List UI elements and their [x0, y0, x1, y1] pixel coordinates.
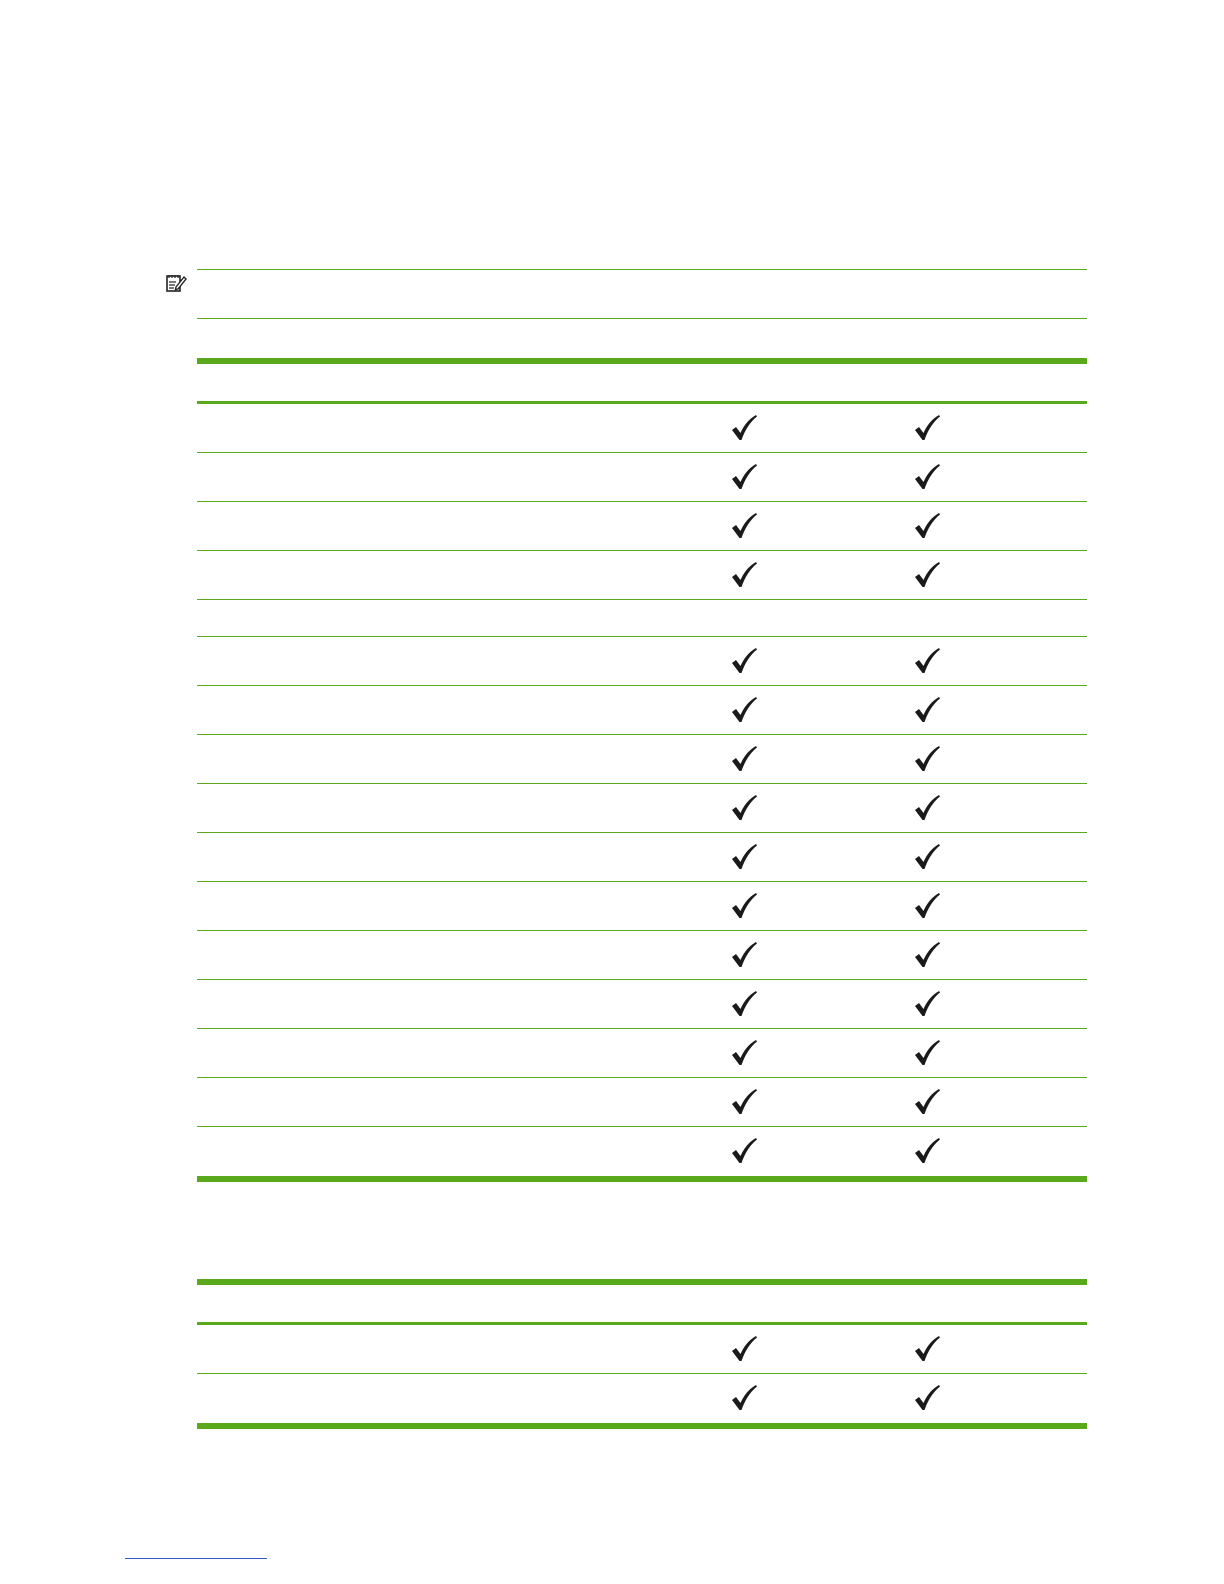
checkmark-icon: [912, 1136, 942, 1166]
note-bottom-rule: [197, 318, 1087, 319]
table-row: [197, 502, 1087, 551]
checkmark-icon: [912, 744, 942, 774]
checkmark-icon: [912, 646, 942, 676]
table-row: [197, 453, 1087, 502]
table-row: [197, 931, 1087, 980]
checkmark-icon: [729, 940, 759, 970]
checkmark-icon: [729, 891, 759, 921]
checkmark-icon: [729, 646, 759, 676]
note-icon: [165, 272, 187, 294]
checkmark-icon: [729, 744, 759, 774]
table-row: [197, 1078, 1087, 1127]
checkmark-icon: [729, 793, 759, 823]
checkmark-icon: [912, 560, 942, 590]
checkmark-icon: [912, 1087, 942, 1117]
checkmark-icon: [912, 891, 942, 921]
checkmark-icon: [912, 940, 942, 970]
checkmark-icon: [729, 560, 759, 590]
checkmark-icon: [729, 989, 759, 1019]
table-body: [197, 1325, 1087, 1423]
feature-table-2: [197, 1279, 1087, 1429]
checkmark-icon: [729, 1038, 759, 1068]
checkmark-icon: [912, 842, 942, 872]
checkmark-icon: [729, 413, 759, 443]
checkmark-icon: [912, 695, 942, 725]
table-row: [197, 1127, 1087, 1176]
feature-table-1: [197, 358, 1087, 1182]
table-row: [197, 735, 1087, 784]
checkmark-icon: [729, 695, 759, 725]
checkmark-icon: [729, 1136, 759, 1166]
checkmark-icon: [729, 1383, 759, 1413]
checkmark-icon: [912, 1334, 942, 1364]
table-row: [197, 882, 1087, 931]
table-row: [197, 1374, 1087, 1423]
table-row: [197, 686, 1087, 735]
checkmark-icon: [912, 989, 942, 1019]
note-top-rule: [197, 269, 1087, 270]
table-header-row: [197, 1285, 1087, 1322]
table-bottom-rule: [197, 1423, 1087, 1429]
table-row: [197, 637, 1087, 686]
table-header-row: [197, 364, 1087, 401]
checkmark-icon: [912, 1383, 942, 1413]
checkmark-icon: [729, 842, 759, 872]
table-row: [197, 1029, 1087, 1078]
checkmark-icon: [912, 793, 942, 823]
footer-link-underline: [125, 1558, 267, 1559]
table-body: [197, 404, 1087, 1176]
checkmark-icon: [912, 413, 942, 443]
checkmark-icon: [912, 1038, 942, 1068]
checkmark-icon: [912, 511, 942, 541]
table-row: [197, 784, 1087, 833]
table-row: [197, 833, 1087, 882]
table-row: [197, 980, 1087, 1029]
checkmark-icon: [912, 462, 942, 492]
checkmark-icon: [729, 1334, 759, 1364]
checkmark-icon: [729, 511, 759, 541]
table-bottom-rule: [197, 1176, 1087, 1182]
checkmark-icon: [729, 462, 759, 492]
table-row: [197, 551, 1087, 600]
checkmark-icon: [729, 1087, 759, 1117]
table-section-row: [197, 600, 1087, 637]
table-row: [197, 404, 1087, 453]
table-row: [197, 1325, 1087, 1374]
